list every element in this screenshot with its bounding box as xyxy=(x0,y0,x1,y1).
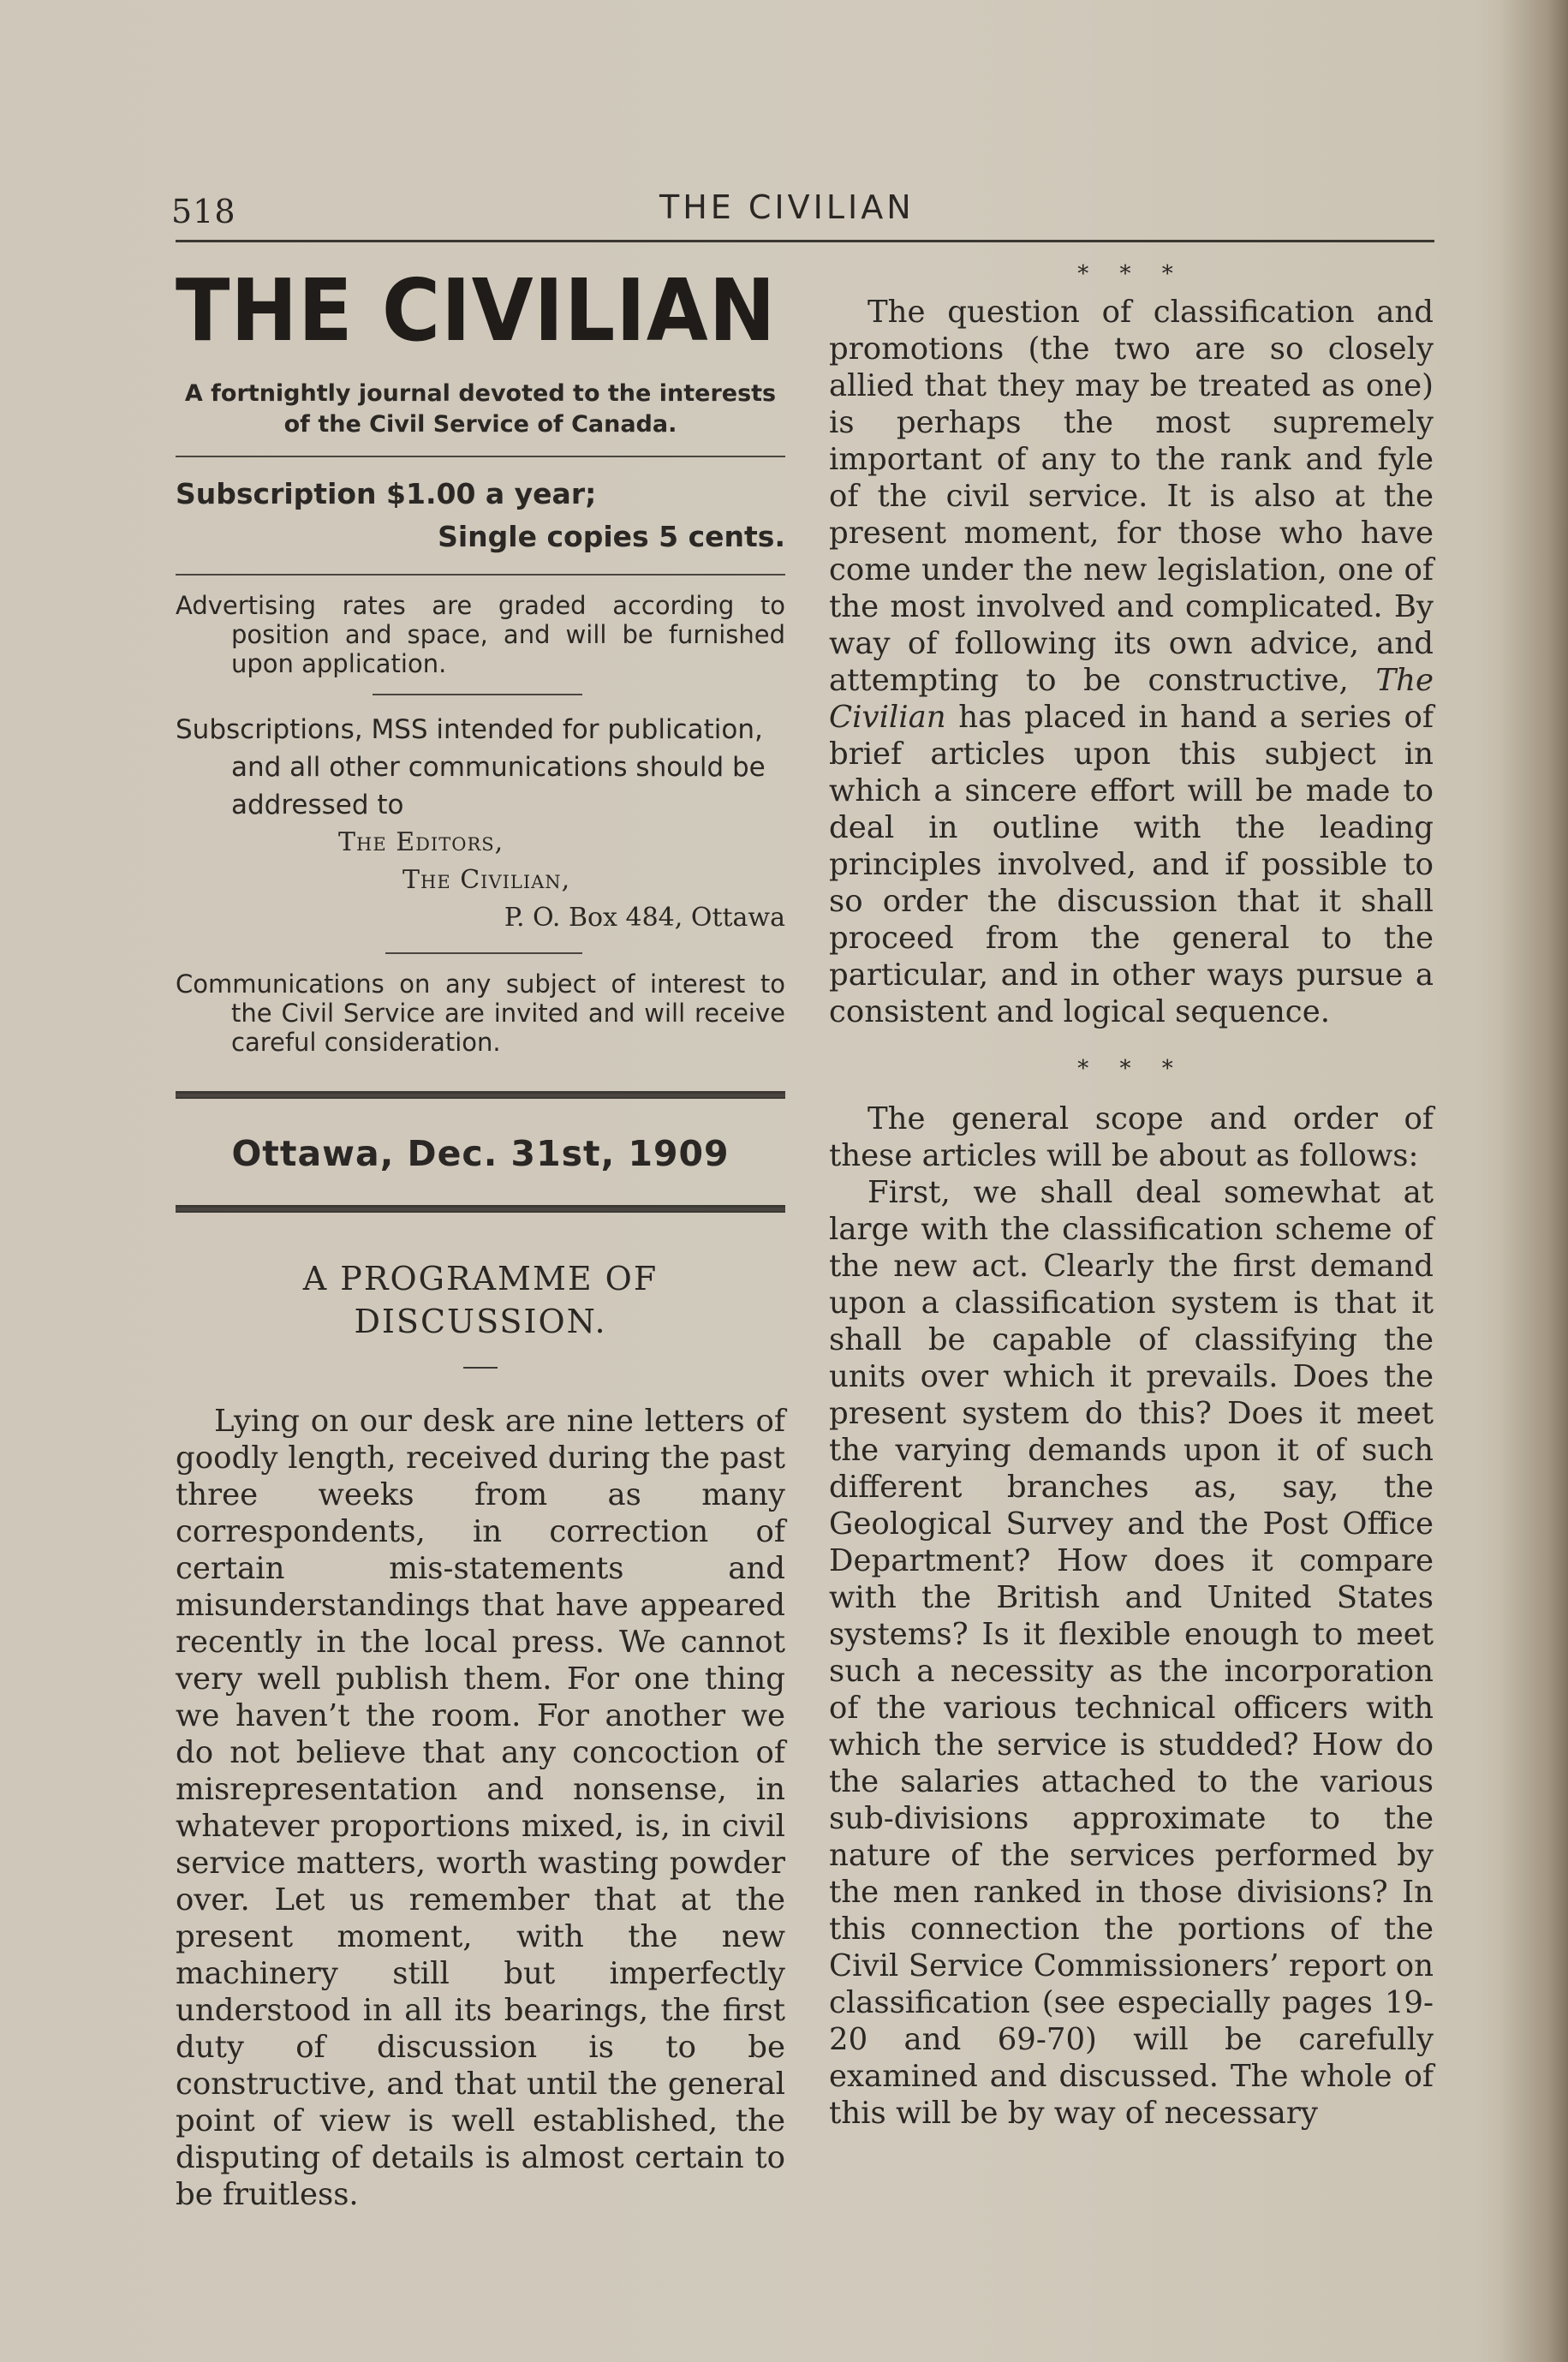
section-stars: * * * xyxy=(1077,261,1185,287)
paragraph-text: has placed in hand a series of brief articles upon this subject in which a sincere effort will be made to deal in outline with the leading principles involved, and if possible to so order the discussion that it shall proceed from the general to the particular, and in other ways pursue a consistent and logical sequence. xyxy=(829,700,1434,1029)
right-column xyxy=(829,261,1434,2132)
single-copy-price: Single copies 5 cents. xyxy=(438,520,785,553)
editor-address xyxy=(176,824,785,937)
title-dash xyxy=(463,1367,498,1369)
running-title: THE CIVILIAN xyxy=(659,188,915,226)
address-line: The Civilian, xyxy=(402,865,571,895)
page-edge-shadow xyxy=(1499,0,1568,2362)
left-column xyxy=(176,257,785,2213)
page-number: 518 xyxy=(171,193,236,230)
dateline: Ottawa, Dec. 31st, 1909 xyxy=(231,1133,730,1174)
divider xyxy=(176,456,785,457)
article-paragraph: First, we shall deal somewhat at large with the classification scheme of the new act. Clearly the first demand upon a classification system is that it shall be capable of classifying the units over which it prevails. Does the present system do this? Does it meet the varying demands upon it of such different branches as, say, the Geological Survey and the Post Office Department? How does it compare with the British and United States systems? Is it flexible enough to meet such a necessity as the incorporation of the various technical officers with which the service is studded? How do the salaries attached to the various sub-divisions approximate to the nature of the services performed by the men ranked in those divisions? In this connection the portions of the Civil Service Commissioners’ report on classification (see especially pages 19-20 and 69-70) will be carefully examined and discussed. The whole of this will be by way of necessary xyxy=(829,1175,1434,2131)
divider xyxy=(176,574,785,576)
double-divider xyxy=(176,1091,785,1099)
article-paragraph: The general scope and order of these articles will be about as follows: xyxy=(829,1101,1434,1173)
paragraph-text: The question of classification and promotions (the two are so closely allied that they may be treated as one) is perhaps the most supremely important of any to the rank and fyle of the civil service. It is also at the present moment, for those who have come under the new legislation, one of the most involved and complicated. By way of following its own advice, and attempting to be constructive, xyxy=(829,295,1434,698)
double-divider xyxy=(176,1205,785,1213)
communications-notice: Communications on any subject of interest to the Civil Service are invited and will receive careful consideration. xyxy=(176,969,785,1057)
header-rule xyxy=(176,240,1434,242)
subscription-info xyxy=(176,473,785,558)
address-line: P. O. Box 484, Ottawa xyxy=(504,903,785,933)
article-title: A PROGRAMME OF DISCUSSION. xyxy=(302,1260,659,1340)
advertising-notice: Advertising rates are graded according to position and space, and will be furnished upon application. xyxy=(176,591,785,678)
article-paragraph: Lying on our desk are nine letters of goodly length, received during the past three weeks from as many correspondents, in correction of certain mis-statements and misunderstandings that have appeared recently in the local press. We cannot very well publish them. For one thing we haven’t the room. For another we do not believe that any concoction of misrepresentation and nonsense, in whatever proportions mixed, is, in civil service matters, worth wasting powder over. Let us remember that at the present moment, with the new machinery still but imperfectly understood in all its bearings, the first duty of discussion is to be constructive, and that until the general point of view is well established, the disputing of details is almost certain to be fruitless. xyxy=(176,1404,785,2212)
page-header xyxy=(171,184,1434,236)
short-divider xyxy=(385,952,582,954)
address-line: The Editors, xyxy=(338,827,504,857)
submissions-notice: Subscriptions, MSS intended for publication, and all other communications should be addressed to xyxy=(176,714,766,820)
masthead-tagline: A fortnightly journal devoted to the interests of the Civil Service of Canada. xyxy=(184,380,777,438)
publication-name: The Civilian xyxy=(829,663,1434,735)
short-divider xyxy=(373,694,582,695)
section-stars: * * * xyxy=(1077,1056,1185,1082)
article-paragraph xyxy=(829,294,1434,1030)
masthead-title: THE CIVILIAN xyxy=(176,260,777,361)
subscription-price: Subscription $1.00 a year; xyxy=(176,477,597,510)
